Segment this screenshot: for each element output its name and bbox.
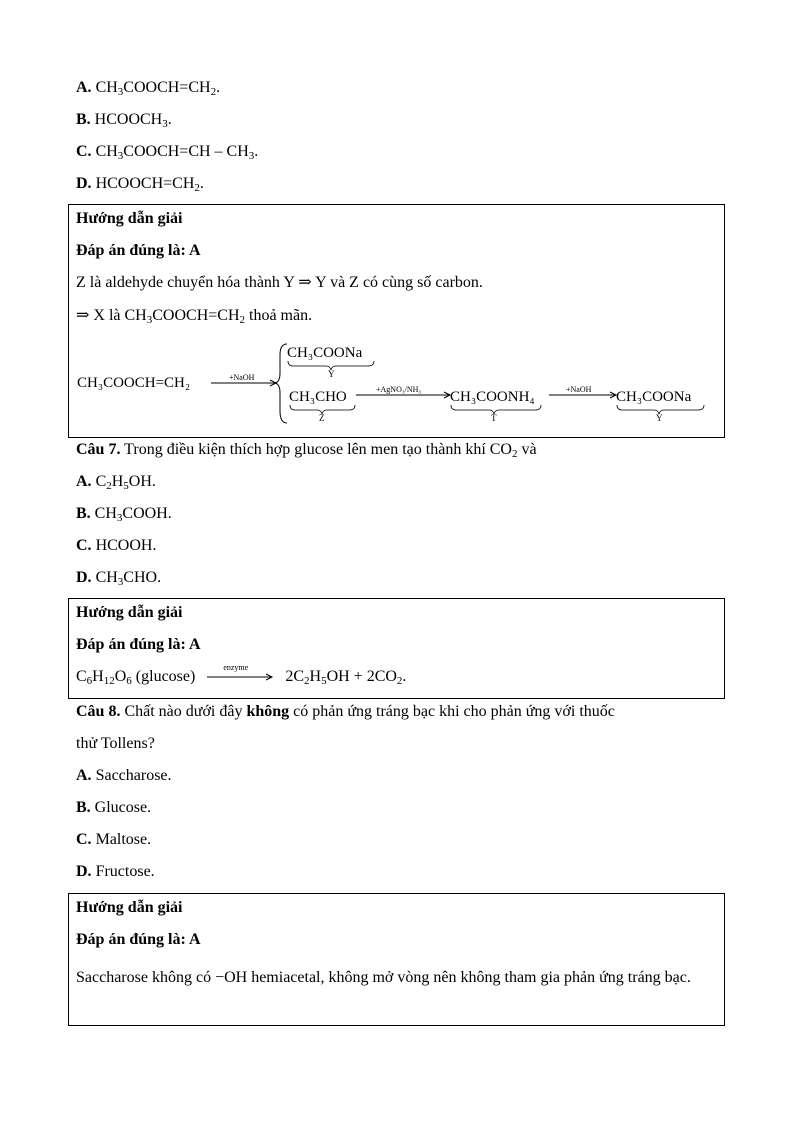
q8-option-b: B. Glucose.: [76, 799, 152, 816]
scheme-arrow1-label: +NaOH: [229, 373, 255, 382]
q6-option-c: C. $CH_3COOCH=CH - CH_3$.: [76, 143, 259, 162]
scheme-t-product: CH₃COONH₄: [450, 389, 535, 405]
solution-box-q6: [68, 204, 725, 438]
enzyme-arrow-label: enzyme: [223, 663, 249, 673]
scheme-arrow3-label: +NaOH: [566, 385, 592, 394]
q7-option-a: A. $C_2H_5OH$.: [76, 473, 156, 492]
solution-line-1: Z là aldehyde chuyển hóa thành Y ⇒ Y và Z có cùng số carbon.: [76, 274, 483, 291]
enzyme-arrow: [205, 663, 275, 684]
scheme-arrow2-label: +AgNO₃/NH₃: [376, 385, 422, 394]
solution-answer: Đáp án đúng là: A: [76, 931, 201, 948]
solution-line-2: ⇒ X là $CH_3COOCH=CH_2$ thoả mãn.: [76, 307, 313, 326]
scheme-top-label: Y: [328, 369, 335, 379]
scheme-y-label: Y: [656, 413, 663, 423]
q8-option-a: A. Saccharose.: [76, 767, 172, 784]
solution-heading: Hướng dẫn giải: [76, 604, 183, 621]
solution-box-q7: [68, 598, 725, 699]
q7-stem: Câu 7. Trong điều kiện thích hợp glucose lên men tạo thành khí $CO_2$ và: [76, 441, 537, 460]
solution-answer: Đáp án đúng là: A: [76, 242, 201, 259]
scheme-top-product: CH₃COONa: [287, 345, 363, 361]
solution-answer: Đáp án đúng là: A: [76, 636, 201, 653]
scheme-y-product: CH₃COONa: [616, 389, 692, 405]
reaction-scheme: [69, 205, 724, 437]
q7-option-b: B. $CH_3COOH$.: [76, 505, 172, 524]
q8-stem-line2: thử Tollens?: [76, 735, 155, 752]
q7-option-c: C. HCOOH.: [76, 537, 157, 554]
solution-heading: Hướng dẫn giải: [76, 210, 183, 227]
q6-option-a: A. $CH_3COOCH=CH_2$.: [76, 79, 221, 98]
arrow-icon: [205, 670, 275, 684]
scheme-t-label: T: [491, 413, 497, 423]
scheme-start: CH₃COOCH=CH₂: [77, 375, 191, 391]
solution-equation: $C_6H_{12}O_6$ (glucose) enzyme $2C_2H_5OH + 2CO_2$.: [76, 663, 407, 687]
curly-brace: [274, 344, 287, 423]
q8-option-c: C. Maltose.: [76, 831, 152, 848]
scheme-z-product: CH₃CHO: [289, 389, 347, 405]
scheme-z-label: Z: [319, 413, 325, 423]
q8-stem: Câu 8. Chất nào dưới đây không có phản ứng tráng bạc khi cho phản ứng với thuốc: [76, 703, 615, 720]
solution-heading: Hướng dẫn giải: [76, 899, 183, 916]
q8-option-d: D. Fructose.: [76, 863, 155, 880]
q7-option-d: D. $CH_3CHO$.: [76, 569, 162, 588]
solution-explanation: Saccharose không có −OH hemiacetal, không mở vòng nên không tham gia phản ứng tráng bạc.: [76, 969, 691, 986]
solution-box-q8: [68, 893, 725, 1026]
q6-option-b: B. $HCOOCH_3$.: [76, 111, 172, 130]
q6-option-d: D. $HCOOCH=CH_2$.: [76, 175, 204, 194]
